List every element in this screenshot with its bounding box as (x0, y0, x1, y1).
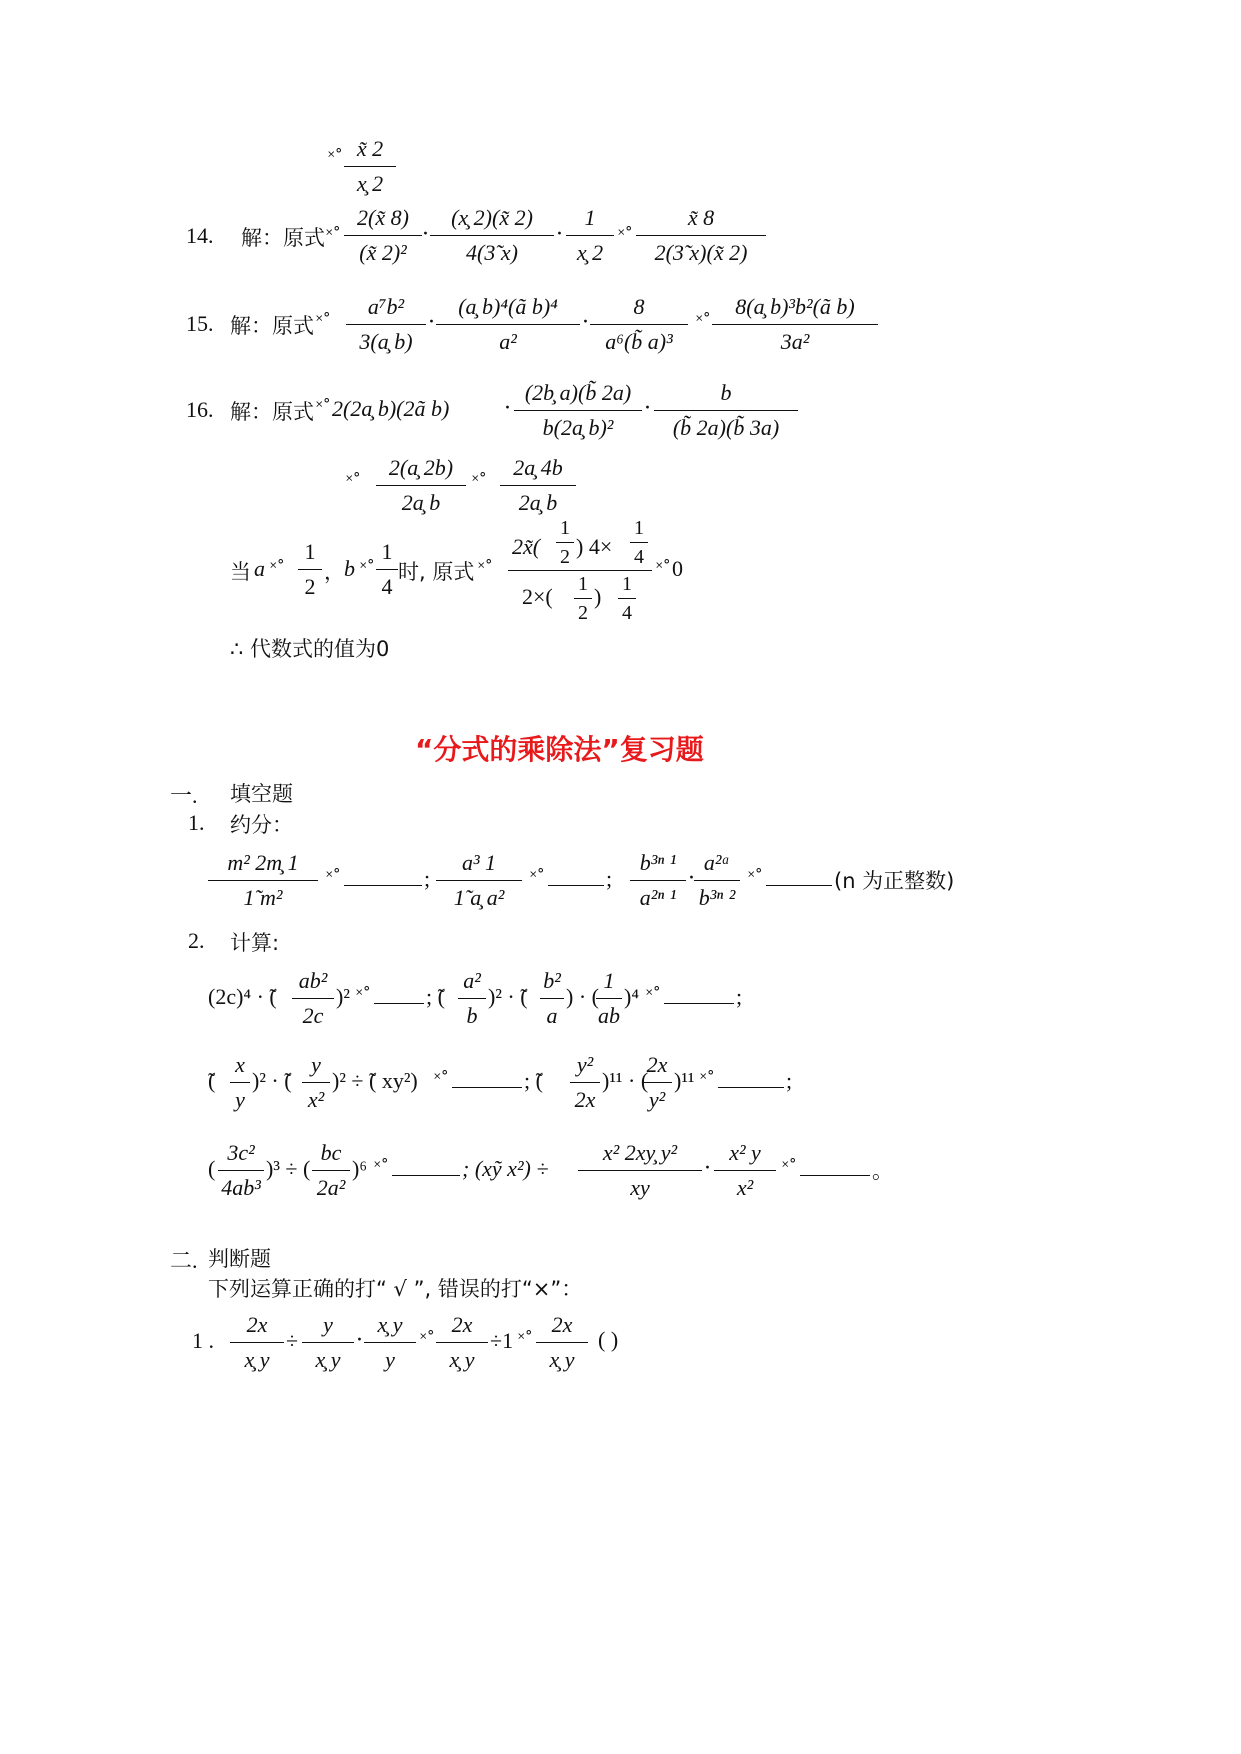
fraction: b² a (540, 966, 564, 1031)
fraction: 1 4 (376, 537, 398, 602)
fraction: 1 ab (598, 968, 620, 1028)
numerator: x̃ 2 (356, 136, 384, 161)
dot-operator: · (422, 222, 429, 247)
answer-blank[interactable] (718, 1086, 784, 1088)
dot-operator: · (644, 396, 651, 421)
solution-lead: 解：原式 (230, 314, 314, 338)
fraction: a⁷b² 3(a̧ b) (346, 292, 426, 357)
equals-symbol: ˟˚ (270, 559, 285, 579)
fraction: x̃ 8 2(3̃ x)(x̃ 2) (636, 203, 766, 268)
equals-symbol: ˟˚ (696, 312, 711, 332)
dot-operator: · (356, 1328, 363, 1353)
equals-symbol: ˟˚ (782, 1158, 797, 1178)
equals-symbol: ˟˚ (326, 226, 341, 246)
answer-blank[interactable] (664, 1002, 734, 1004)
equals-symbol: ˟˚ (316, 398, 331, 418)
fraction: x y (230, 1050, 250, 1115)
fraction: 1 x̧ 2 (566, 203, 614, 268)
fraction: 2x x̧ y (230, 1310, 284, 1375)
equals-symbol: ˟˚ (478, 559, 493, 579)
variable-b: b (344, 556, 355, 581)
fraction: x² y x² (714, 1138, 776, 1203)
fraction: 1 2 (556, 516, 574, 569)
fraction: y x̧ y (302, 1310, 354, 1375)
fraction: 2x x̧ y (536, 1310, 588, 1375)
question-number: 1 . (192, 1328, 214, 1353)
question-number: 16. (186, 397, 214, 422)
solution-lead: 解：原式 (230, 400, 314, 424)
question-prompt: 约分： (230, 813, 293, 837)
equals-symbol: ˟˚ (618, 226, 633, 246)
expression: 2(2a̧ b)(2ã b) (332, 396, 450, 421)
equals-symbol: ˟˚ (420, 1330, 435, 1350)
fraction: 2(x̃ 8) (x̃ 2)² (344, 203, 422, 268)
dot-operator: · (704, 1156, 711, 1181)
fraction: (a̧ b)⁴(ã b)⁴ a² (436, 292, 580, 357)
fraction (344, 134, 396, 199)
instruction-text: 下列运算正确的打“ √ ”, 错误的打“×”： (208, 1277, 583, 1301)
separator: ; (606, 866, 613, 891)
question-number: 15. (186, 311, 214, 336)
comma: ， (324, 560, 345, 584)
question-number: 14. (186, 223, 214, 248)
fraction: 1 4 (618, 572, 636, 625)
fraction: a³ 1 1̃ a̧ a² (436, 848, 522, 913)
when-label: 当 (230, 560, 251, 584)
answer-blank[interactable] (374, 1002, 424, 1004)
fraction: b (b̃ 2a)(b̃ 3a) (654, 378, 798, 443)
fraction: 2(a̧ 2b) 2a̧ b (376, 453, 466, 518)
fraction: x² 2xy̧ y² xy (578, 1138, 702, 1203)
equals-symbol: ˟˚ (434, 1070, 449, 1090)
solution-lead: 解：原式 (241, 226, 325, 250)
dot-operator: · (428, 310, 435, 335)
fraction: m² 2m̧ 1 1̃ m² (208, 848, 318, 913)
fraction: x̧ y y (364, 1310, 416, 1375)
dot-operator: · (582, 310, 589, 335)
fraction: a²ᵃ b³ⁿ ² (694, 848, 740, 913)
equals-symbol: ˟˚ (316, 312, 331, 332)
variable-a: a (254, 556, 265, 581)
fraction: 3c² 4ab³ (218, 1138, 264, 1203)
fraction: (2b̧ a)(b̃ 2a) b(2a̧ b)² (514, 378, 642, 443)
equals-symbol: ˟˚ (518, 1330, 533, 1350)
answer-parentheses[interactable]: ( ) (598, 1327, 619, 1352)
equals-symbol: ˟˚ (360, 559, 375, 579)
answer-blank[interactable] (548, 884, 604, 886)
fraction: 2x y² (642, 1050, 672, 1115)
fraction: 2a̧ 4b 2a̧ b (500, 453, 576, 518)
suffix-text: 时, 原式 (398, 560, 475, 584)
answer-blank[interactable] (452, 1086, 522, 1088)
conclusion-text: ∴ 代数式的值为0 (230, 637, 390, 661)
equals-symbol: ˟˚ (374, 1158, 389, 1178)
question-prompt: 计算: (230, 931, 280, 955)
fraction: 1 2 (298, 537, 322, 602)
fraction: b³ⁿ ¹ a²ⁿ ¹ (630, 848, 686, 913)
equals-symbol: ˟˚ (656, 559, 671, 579)
section-number: 一. (170, 783, 198, 808)
answer-blank[interactable] (800, 1174, 870, 1176)
equals-symbol: ˟˚ (356, 986, 371, 1006)
fraction: a² b (458, 966, 486, 1031)
fraction: 1 4 (630, 516, 648, 569)
page-title: “分式的乘除法”复习题 (415, 733, 704, 766)
equals-symbol: ˟˚ (530, 868, 545, 888)
equals-symbol: ˟˚ (700, 1070, 715, 1090)
fraction: ab² 2c (292, 966, 334, 1031)
separator: ; (424, 866, 431, 891)
divide-operator: ÷ (286, 1328, 299, 1353)
fraction: 8(a̧ b)³b²(ã b) 3a² (712, 292, 878, 357)
section-heading: 填空题 (230, 782, 293, 806)
equals-symbol: ˟˚ (472, 472, 487, 492)
section-number: 二. (170, 1248, 198, 1273)
result-value: 0 (672, 556, 683, 581)
fraction: y x² (302, 1050, 330, 1115)
equals-symbol: ˟˚ (646, 986, 661, 1006)
denominator: x̧ 2 (356, 171, 384, 196)
section-heading: 判断题 (208, 1247, 271, 1271)
fraction: y² 2x (570, 1050, 600, 1115)
answer-blank[interactable] (766, 884, 832, 886)
dot-operator: · (504, 396, 511, 421)
question-number: 1. (188, 810, 205, 835)
dot-operator: · (688, 866, 695, 891)
fraction: bc 2a² (312, 1138, 350, 1203)
equals-symbol: ˟˚ (346, 472, 361, 492)
answer-blank[interactable] (344, 884, 422, 886)
note-text: (n 为正整数) (834, 869, 955, 893)
equals-symbol: ˟˚ (326, 868, 341, 888)
equals-symbol: ˟˚ (748, 868, 763, 888)
fraction: 1 2 (574, 572, 592, 625)
fraction: 8 a⁶(b̃ a)³ (590, 292, 688, 357)
dot-operator: · (556, 222, 563, 247)
answer-blank[interactable] (392, 1174, 460, 1176)
question-number: 2. (188, 928, 205, 953)
equals-symbol: ˟˚ (328, 148, 343, 168)
fraction: 2x x̧ y (436, 1310, 488, 1375)
fraction: (x̧ 2)(x̃ 2) 4(3̃ x) (430, 203, 554, 268)
